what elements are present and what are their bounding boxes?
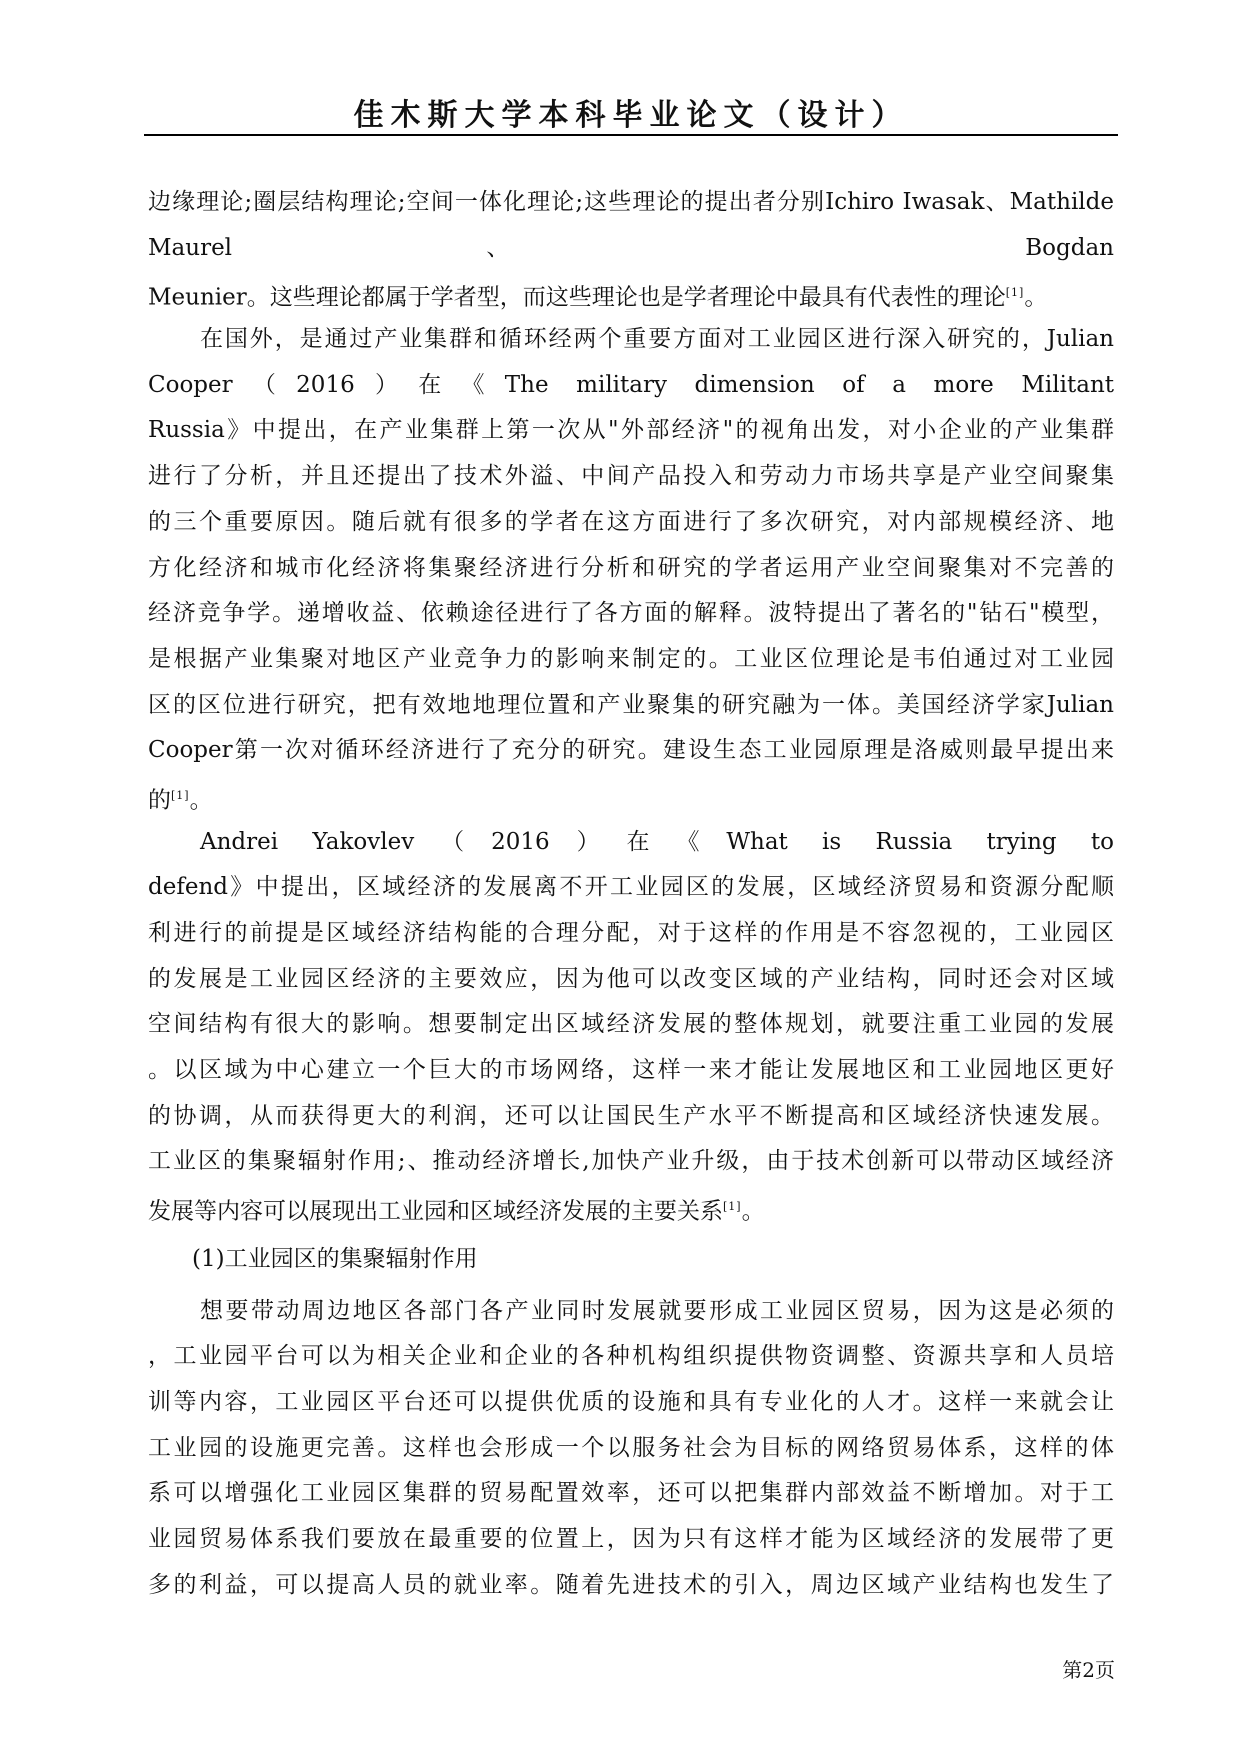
text-line: 利进行的前提是区域经济结构能的合理分配，对于这样的作用是不容忽视的，工业园区	[148, 920, 1114, 946]
section-heading: (1)工业园区的集聚辐射作用	[192, 1245, 478, 1272]
text-line: 想要带动周边地区各部门各产业同时发展就要形成工业园区贸易，因为这是必须的	[200, 1297, 1114, 1324]
text-span: 发展等内容可以展现出工业园和区域经济发展的主要关系	[148, 1198, 723, 1225]
page-header-title: 佳木斯大学本科毕业论文（设计）	[353, 98, 909, 133]
text-line: Maurel、 Bogdan	[148, 234, 1114, 261]
paragraph-foreign-research	[148, 324, 1114, 827]
text-line: 经济竞争学。递增收益、依赖途径进行了各方面的解释。波特提出了著名的"钻石"模型，	[148, 600, 1114, 627]
text-line: Cooper第一次对循环经济进行了充分的研究。建设生态工业园原理是洛威则最早提出来	[148, 737, 1114, 764]
page-number: 第2页	[1062, 1658, 1115, 1682]
text-line: 多的利益，可以提高人员的就业率。随着先进技术的引入，周边区域产业结构也发生了	[148, 1571, 1114, 1598]
text-line: defend》中提出，区域经济的发展离不开工业园区的发展，区域经济贸易和资源分配顺	[148, 874, 1114, 901]
text-line: 系可以增强化工业园区集群的贸易配置效率，还可以把集群内部效益不断增加。对于工	[148, 1480, 1114, 1507]
citation-ref: [1]	[171, 788, 190, 802]
text-line	[148, 278, 1114, 324]
text-span: 。	[1024, 285, 1048, 312]
paragraph-continuation	[148, 187, 1114, 324]
citation-ref: [1]	[723, 1200, 742, 1214]
text-line: 的协调，从而获得更大的利润，还可以让国民生产水平不断提高和区域经济快速发展。	[148, 1102, 1114, 1129]
text-line: 的三个重要原因。随后就有很多的学者在这方面进行了多次研究，对内部规模经济、地	[148, 508, 1114, 535]
text-line: ，工业园平台可以为相关企业和企业的各种机构组织提供物资调整、资源共享和人员培	[148, 1343, 1114, 1370]
document-body	[148, 187, 1114, 1615]
text-span: Meunier。这些理论都属于学者型，而这些理论也是学者理论中最具有代表性的理论	[148, 285, 1006, 312]
text-line: 进行了分析，并且还提出了技术外溢、中间产品投入和劳动力市场共享是产业空间聚集	[148, 463, 1114, 490]
text-line: 空间结构有很大的影响。想要制定出区域经济发展的整体规划，就要注重工业园的发展	[148, 1011, 1114, 1038]
text-line: 训等内容，工业园区平台还可以提供优质的设施和具有专业化的人才。这样一来就会让	[148, 1388, 1114, 1415]
text-span: 。	[189, 787, 213, 814]
text-line: Andrei Yakovlev（2016）在《What is Russia trying to	[200, 828, 1114, 855]
paragraph-regional-economy	[148, 827, 1114, 1238]
text-line: 工业园的设施更完善。这样也会形成一个以服务社会为目标的网络贸易体系，这样的体	[148, 1434, 1114, 1461]
text-line: 边缘理论;圈层结构理论;空间一体化理论;这些理论的提出者分别Ichiro Iwasak、Mathilde	[148, 189, 1114, 215]
text-span: 。	[741, 1198, 765, 1225]
paragraph-agglomeration	[148, 1296, 1114, 1616]
text-line: 工业区的集聚辐射作用;、推动经济增长,加快产业升级，由于技术创新可以带动区域经济	[148, 1148, 1114, 1175]
citation-ref: [1]	[1005, 286, 1025, 300]
text-line: 的发展是工业园区经济的主要效应，因为他可以改变区域的产业结构，同时还会对区域	[148, 965, 1114, 992]
text-line: 是根据产业集聚对地区产业竞争力的影响来制定的。工业区位理论是韦伯通过对工业园	[148, 645, 1114, 672]
text-line: 。以区域为中心建立一个巨大的市场网络，这样一来才能让发展地区和工业园地区更好	[148, 1057, 1114, 1084]
text-line: 方化经济和城市化经济将集聚经济进行分析和研究的学者运用产业空间聚集对不完善的	[148, 554, 1114, 581]
text-line: Russia》中提出，在产业集群上第一次从"外部经济"的视角出发，对小企业的产业集群	[148, 417, 1114, 444]
text-line	[148, 781, 1114, 827]
text-line: 区的区位进行研究，把有效地地理位置和产业聚集的研究融为一体。美国经济学家Julian	[148, 691, 1114, 718]
text-line	[148, 1192, 1114, 1238]
text-line: Cooper（2016）在《The military dimension of a more Militant	[148, 371, 1114, 398]
text-line: 在国外，是通过产业集群和循环经两个重要方面对工业园区进行深入研究的，Julian	[200, 326, 1114, 353]
header-rule	[144, 134, 1118, 136]
text-line: 业园贸易体系我们要放在最重要的位置上，因为只有这样才能为区域经济的发展带了更	[148, 1525, 1114, 1552]
text-span: 的	[148, 787, 171, 814]
